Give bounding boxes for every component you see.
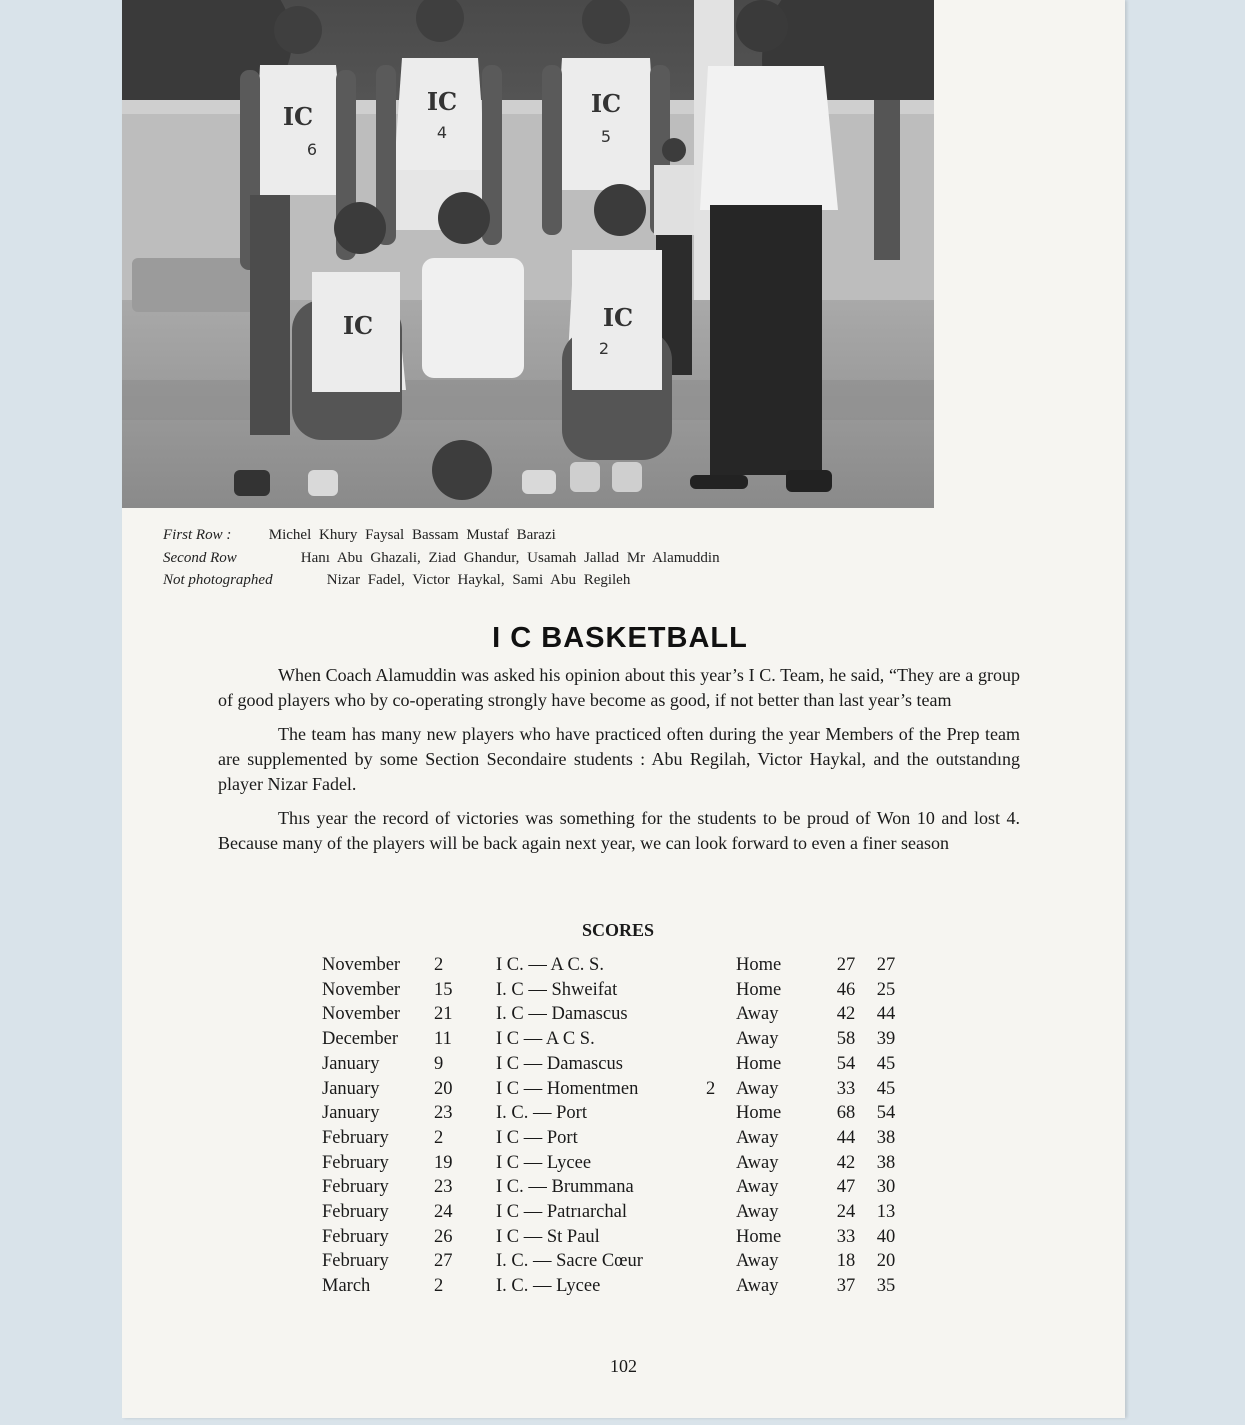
team-photo bbox=[122, 0, 934, 508]
score-ic-points: 54 bbox=[836, 1053, 856, 1074]
scores-table-body bbox=[322, 953, 906, 1299]
score-ic-points: 47 bbox=[836, 1177, 856, 1198]
score-note bbox=[706, 1126, 736, 1151]
caption-not-photographed-names: Nizar Fadel, Victor Haykal, Sami Abu Regileh bbox=[326, 572, 631, 588]
score-match: I C — Homentmen bbox=[496, 1078, 639, 1099]
score-note bbox=[706, 1101, 736, 1126]
caption-not-photographed-label: Not photographed bbox=[163, 572, 273, 588]
score-venue: Home bbox=[736, 1103, 782, 1124]
svg-text:IC: IC bbox=[602, 303, 634, 332]
score-ic-points: 44 bbox=[836, 1127, 856, 1148]
caption-second-row-label: Second Row bbox=[163, 549, 237, 566]
caption-first-row-label: First Row : bbox=[163, 527, 232, 543]
score-ic-points: 37 bbox=[836, 1276, 856, 1297]
score-month: February bbox=[322, 1226, 389, 1247]
score-month: December bbox=[322, 1029, 399, 1050]
score-match: I. C — Shweifat bbox=[496, 979, 618, 1000]
score-month: March bbox=[322, 1276, 371, 1297]
score-opponent-points: 20 bbox=[876, 1251, 896, 1272]
score-venue: Home bbox=[736, 979, 782, 1000]
score-venue: Away bbox=[736, 1276, 779, 1297]
score-venue: Away bbox=[736, 1029, 779, 1050]
score-venue: Away bbox=[736, 1202, 779, 1223]
score-venue: Home bbox=[736, 955, 782, 975]
score-day: 27 bbox=[434, 1251, 453, 1272]
score-day: 2 bbox=[434, 1127, 444, 1148]
caption-not-photographed bbox=[163, 569, 863, 592]
score-opponent-points: 45 bbox=[876, 1078, 896, 1099]
score-opponent-points: 40 bbox=[876, 1226, 896, 1247]
score-day: 15 bbox=[434, 979, 453, 1000]
svg-text:2: 2 bbox=[598, 339, 610, 358]
score-row bbox=[322, 1052, 906, 1077]
yearbook-page bbox=[122, 0, 1125, 1418]
svg-text:IC: IC bbox=[426, 87, 458, 116]
score-venue: Away bbox=[736, 1177, 779, 1198]
score-match: I C — St Paul bbox=[496, 1226, 600, 1247]
score-row bbox=[322, 1027, 906, 1052]
article-headline: I C BASKETBALL bbox=[492, 622, 748, 654]
score-row bbox=[322, 1175, 906, 1200]
score-note bbox=[706, 1175, 736, 1200]
score-month: November bbox=[322, 1004, 401, 1025]
article-paragraph: The team has many new players who have practiced often during the year Members of the Prep team are supplemented by some Section Secondaire students : Abu Regilah, Victor Haykal, and the outstandıng player Nizar Fadel. bbox=[218, 724, 1020, 794]
page-number: 102 bbox=[610, 1356, 637, 1376]
score-venue: Away bbox=[736, 1152, 779, 1173]
score-row bbox=[322, 1077, 906, 1102]
score-row bbox=[322, 1126, 906, 1151]
score-venue: Away bbox=[736, 1251, 779, 1272]
score-ic-points: 46 bbox=[836, 979, 856, 1000]
scores-title: SCORES bbox=[581, 920, 655, 940]
score-day: 21 bbox=[434, 1004, 453, 1025]
score-day: 23 bbox=[434, 1103, 453, 1124]
article-paragraph: Thıs year the record of victories was something for the students to be proud of Won 10 and lost 4. Because many of the players will be back again next year, we can look forward to even a finer season bbox=[218, 808, 1020, 853]
score-ic-points: 27 bbox=[836, 955, 856, 975]
score-opponent-points: 45 bbox=[876, 1053, 896, 1074]
score-match: I. C — Damascus bbox=[496, 1004, 628, 1025]
score-note: 2 bbox=[706, 1078, 716, 1099]
score-row bbox=[322, 953, 906, 978]
score-note bbox=[706, 1249, 736, 1274]
score-note bbox=[706, 978, 736, 1003]
score-day: 11 bbox=[434, 1029, 452, 1050]
svg-text:6: 6 bbox=[306, 140, 318, 159]
article-body bbox=[218, 663, 1020, 865]
score-venue: Home bbox=[736, 1226, 782, 1247]
score-match: I. C. — Port bbox=[496, 1103, 587, 1124]
score-opponent-points: 54 bbox=[876, 1103, 896, 1124]
score-venue: Home bbox=[736, 1053, 782, 1074]
score-match: I. C. — Sacre Cœur bbox=[496, 1251, 643, 1272]
score-row bbox=[322, 1200, 906, 1225]
score-ic-points: 18 bbox=[836, 1251, 856, 1272]
score-match: I C — Port bbox=[496, 1127, 578, 1148]
score-month: February bbox=[322, 1202, 389, 1223]
score-match: I C — Damascus bbox=[496, 1053, 623, 1074]
score-row bbox=[322, 978, 906, 1003]
score-day: 26 bbox=[434, 1226, 453, 1247]
svg-text:IC: IC bbox=[282, 102, 314, 131]
score-match: I C — Patrıarchal bbox=[496, 1202, 627, 1223]
score-ic-points: 33 bbox=[836, 1226, 856, 1247]
score-note bbox=[706, 1002, 736, 1027]
score-opponent-points: 30 bbox=[876, 1177, 896, 1198]
score-day: 24 bbox=[434, 1202, 453, 1223]
score-month: February bbox=[322, 1177, 389, 1198]
score-month: November bbox=[322, 955, 401, 975]
score-month: January bbox=[322, 1103, 380, 1124]
score-month: February bbox=[322, 1127, 389, 1148]
score-day: 20 bbox=[434, 1078, 453, 1099]
score-row bbox=[322, 1101, 906, 1126]
score-opponent-points: 35 bbox=[876, 1276, 896, 1297]
score-match: I C. — A C. S. bbox=[496, 955, 604, 975]
score-month: February bbox=[322, 1152, 389, 1173]
svg-text:IC: IC bbox=[342, 311, 374, 340]
score-note bbox=[706, 1274, 736, 1299]
photo-caption bbox=[163, 524, 863, 592]
score-venue: Away bbox=[736, 1127, 779, 1148]
score-match: I. C. — Lycee bbox=[496, 1276, 601, 1297]
score-note bbox=[706, 953, 736, 978]
score-opponent-points: 25 bbox=[876, 979, 896, 1000]
score-month: February bbox=[322, 1251, 389, 1272]
score-ic-points: 33 bbox=[836, 1078, 856, 1099]
score-venue: Away bbox=[736, 1004, 779, 1025]
score-row bbox=[322, 1225, 906, 1250]
score-ic-points: 58 bbox=[836, 1029, 856, 1050]
score-opponent-points: 38 bbox=[876, 1127, 896, 1148]
score-row bbox=[322, 1249, 906, 1274]
score-row bbox=[322, 1002, 906, 1027]
svg-text:5: 5 bbox=[600, 127, 612, 146]
score-opponent-points: 39 bbox=[876, 1029, 896, 1050]
svg-text:IC: IC bbox=[590, 89, 622, 118]
score-ic-points: 24 bbox=[836, 1202, 856, 1223]
score-note bbox=[706, 1225, 736, 1250]
score-venue: Away bbox=[736, 1078, 779, 1099]
score-match: I C — A C S. bbox=[496, 1029, 595, 1050]
score-day: 23 bbox=[434, 1177, 453, 1198]
score-note bbox=[706, 1200, 736, 1225]
score-month: January bbox=[322, 1053, 380, 1074]
caption-first-row bbox=[163, 524, 863, 547]
score-row bbox=[322, 1274, 906, 1299]
score-note bbox=[706, 1151, 736, 1176]
caption-second-row bbox=[163, 547, 863, 570]
score-row bbox=[322, 1151, 906, 1176]
score-ic-points: 42 bbox=[836, 1004, 856, 1025]
score-day: 2 bbox=[434, 1276, 444, 1297]
score-opponent-points: 38 bbox=[876, 1152, 896, 1173]
score-day: 9 bbox=[434, 1053, 444, 1074]
score-note bbox=[706, 1027, 736, 1052]
score-match: I C. — Brummana bbox=[496, 1177, 634, 1198]
score-month: November bbox=[322, 979, 401, 1000]
scores-table bbox=[322, 953, 906, 1299]
caption-second-row-names: Hanı Abu Ghazali, Ziad Ghandur, Usamah Jallad Mr Alamuddin bbox=[300, 549, 720, 566]
score-opponent-points: 27 bbox=[876, 955, 896, 975]
team-photo-drawing bbox=[122, 0, 934, 508]
score-month: January bbox=[322, 1078, 380, 1099]
score-opponent-points: 13 bbox=[876, 1202, 896, 1223]
score-day: 2 bbox=[434, 955, 444, 975]
article-paragraph: When Coach Alamuddin was asked his opinion about this year’s I C. Team, he said, “They are a group of good players who by co-operating strongly have become as good, if not better than last year’s team bbox=[218, 665, 1020, 710]
score-day: 19 bbox=[434, 1152, 453, 1173]
score-match: I C — Lycee bbox=[496, 1152, 592, 1173]
score-ic-points: 68 bbox=[836, 1103, 856, 1124]
score-note bbox=[706, 1052, 736, 1077]
svg-text:4: 4 bbox=[436, 123, 448, 142]
caption-first-row-names: Michel Khury Faysal Bassam Mustaf Barazi bbox=[268, 527, 556, 543]
score-ic-points: 42 bbox=[836, 1152, 856, 1173]
score-opponent-points: 44 bbox=[876, 1004, 896, 1025]
